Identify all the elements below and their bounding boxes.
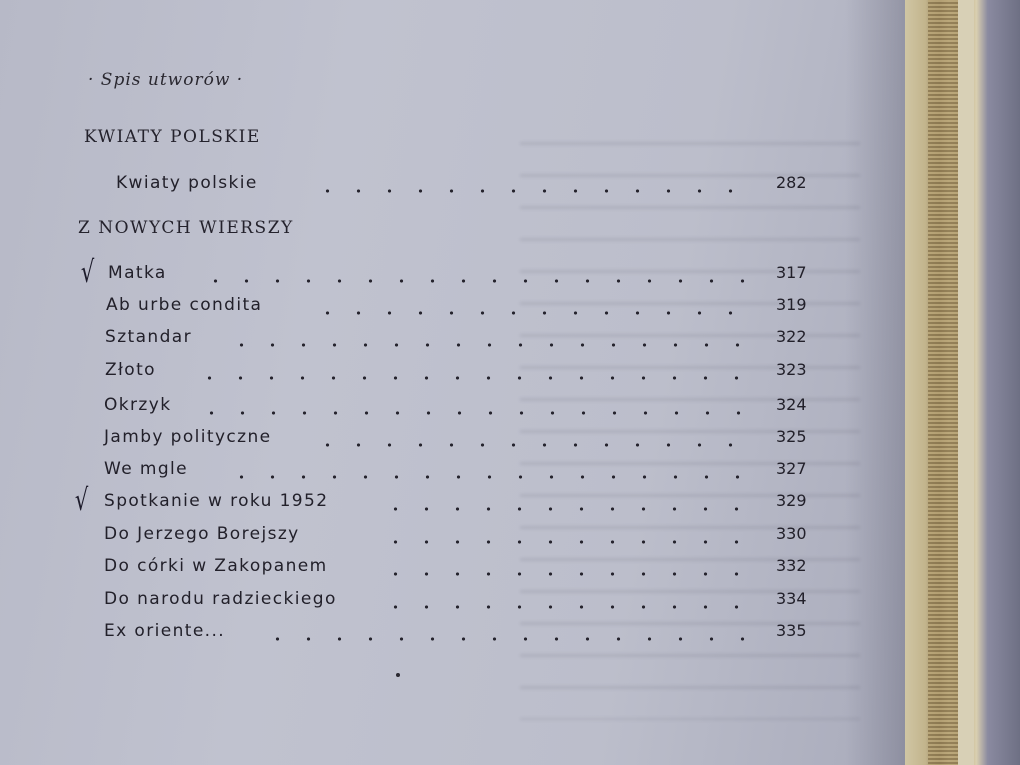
- dot-leader: [200, 263, 752, 285]
- entry-title: Ex oriente...: [104, 621, 226, 641]
- dot-leader: [226, 327, 752, 349]
- entry-title: Do Jerzego Borejszy: [104, 524, 300, 544]
- entry-title: Ab urbe condita: [106, 295, 263, 315]
- entry-title: Sztandar: [105, 327, 192, 347]
- dot-leader: [226, 459, 752, 481]
- entry-page: 323: [776, 360, 807, 379]
- toc-entry: [0, 295, 820, 319]
- entry-title: Do narodu radzieckiego: [104, 589, 337, 609]
- toc-entry: [0, 360, 820, 384]
- spine-binding-tape: [928, 0, 958, 765]
- entry-page: 325: [776, 427, 807, 446]
- toc-entry: [0, 491, 820, 515]
- dot-leader: [312, 295, 752, 317]
- check-mark-matka: √: [80, 255, 95, 290]
- toc-entry: [0, 459, 820, 483]
- entry-title: We mgle: [104, 459, 189, 479]
- toc-entry: [0, 263, 820, 287]
- entry-page: 332: [776, 556, 807, 575]
- dot-leader: [196, 395, 752, 417]
- dot-leader: [380, 556, 752, 578]
- footer-dot: [396, 673, 400, 677]
- toc-entry: [0, 427, 820, 451]
- dot-leader: [380, 524, 752, 546]
- dot-leader: [262, 621, 752, 643]
- dot-leader: [312, 173, 752, 195]
- toc-entry: [0, 327, 820, 351]
- check-mark-spotkanie: √: [74, 483, 89, 518]
- dot-leader: [380, 589, 752, 611]
- entry-title: Spotkanie w roku 1952: [104, 491, 329, 511]
- dot-leader: [194, 360, 752, 382]
- toc-entry: [0, 621, 820, 645]
- entry-page: 319: [776, 295, 807, 314]
- entry-title: Do córki w Zakopanem: [104, 556, 328, 576]
- dot-leader: [380, 491, 752, 513]
- facing-page-edge: [958, 0, 974, 765]
- section-heading-z-nowych-wierszy: Z NOWYCH WIERSZY: [78, 218, 294, 238]
- toc-entry: [0, 589, 820, 613]
- section-heading-kwiaty-polskie: KWIATY POLSKIE: [84, 127, 261, 147]
- entry-page: 282: [776, 173, 807, 192]
- entry-title: Okrzyk: [104, 395, 172, 415]
- dot-leader: [312, 427, 752, 449]
- toc-entry: [0, 524, 820, 548]
- entry-page: 317: [776, 263, 807, 282]
- running-head: · Spis utworów ·: [88, 70, 244, 90]
- toc-entry: [0, 556, 820, 580]
- entry-title: Matka: [108, 263, 167, 283]
- toc-entry: [0, 173, 820, 197]
- entry-title: Kwiaty polskie: [116, 173, 258, 193]
- entry-title: Złoto: [105, 360, 156, 380]
- entry-page: 327: [776, 459, 807, 478]
- entry-page: 330: [776, 524, 807, 543]
- entry-page: 322: [776, 327, 807, 346]
- entry-page: 329: [776, 491, 807, 510]
- toc-entry: [0, 395, 820, 419]
- entry-page: 334: [776, 589, 807, 608]
- entry-title: Jamby polityczne: [104, 427, 272, 447]
- entry-page: 335: [776, 621, 807, 640]
- entry-page: 324: [776, 395, 807, 414]
